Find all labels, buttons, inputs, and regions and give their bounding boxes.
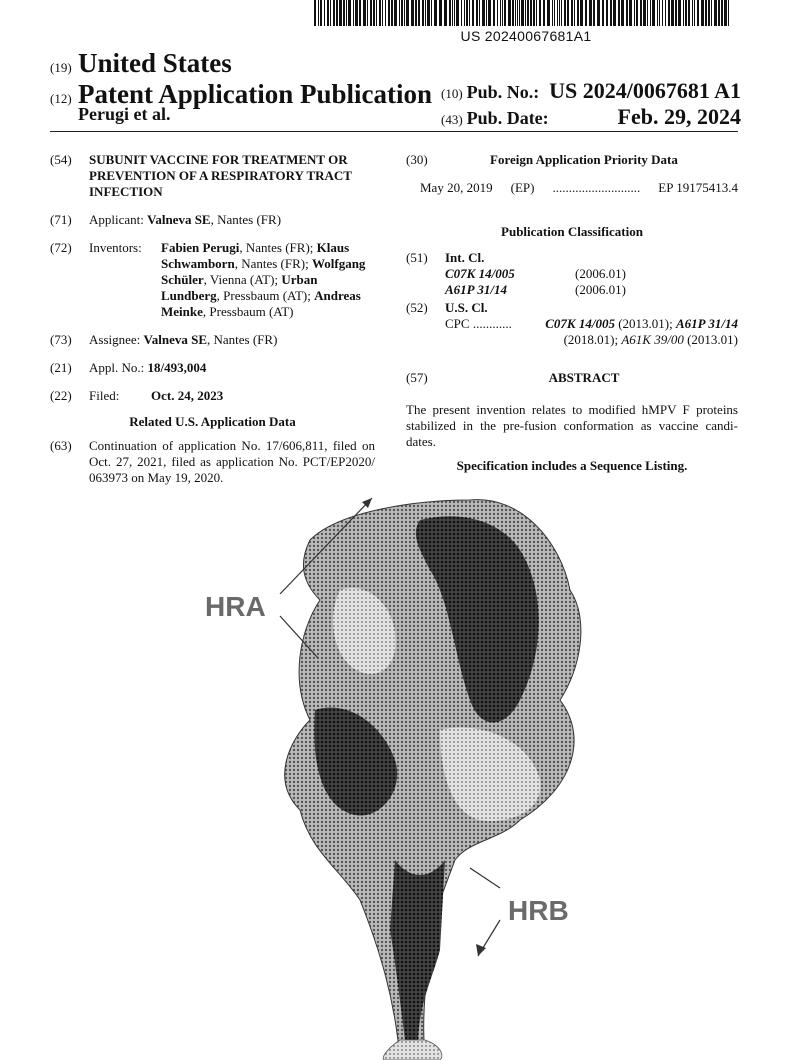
code-43: (43) (441, 112, 463, 127)
barcode-bar (714, 0, 717, 26)
inventor-location: , Nantes (FR); (239, 240, 317, 255)
left-column (50, 152, 375, 498)
barcode-bar (675, 0, 677, 26)
barcode-bar (394, 0, 397, 26)
barcode-bar (724, 0, 727, 26)
barcode-bar (401, 0, 403, 26)
barcode-bar (508, 0, 511, 26)
barcode-bar (469, 0, 470, 26)
barcode-bar (685, 0, 687, 26)
pub-no-line (441, 78, 741, 104)
barcode-bar (399, 0, 400, 26)
appl-no-label: Appl. No.: (89, 360, 145, 375)
inventor-location: , Pressbaum (AT); (216, 288, 315, 303)
barcode-bar (683, 0, 684, 26)
barcode-bar (613, 0, 616, 26)
inventor-name: Andreas Meinke (161, 288, 361, 319)
applicant-entry (50, 212, 375, 228)
barcode-bar (533, 0, 535, 26)
publication-number-barcode-text: US 20240067681A1 (460, 28, 592, 44)
assignee-location: , Nantes (FR) (207, 332, 278, 347)
int-cl-block (445, 250, 738, 298)
barcode-bar (497, 0, 498, 26)
barcode-bar (640, 0, 642, 26)
barcode-bar (456, 0, 459, 26)
inventor-name: Fabien Perugi (161, 240, 240, 255)
barcode-bar (697, 0, 699, 26)
header-divider (50, 131, 738, 132)
barcode-bar (404, 0, 405, 26)
foreign-priority-heading: Foreign Application Priority Data (490, 152, 678, 167)
abstract-text: The present invention relates to modified hMPV F proteins stabilized in the pre-fusion conformation as vaccine candi-dates. (406, 402, 738, 449)
inventors-label: Inventors: (89, 240, 142, 255)
int-cl-year: (2006.01) (575, 282, 626, 297)
barcode-bar (593, 0, 595, 26)
pub-date-label: Pub. Date: (466, 108, 549, 128)
inventor-name: Wolfgang Schüler (161, 256, 366, 287)
barcode-bar (330, 0, 331, 26)
barcode-bar (525, 0, 526, 26)
barcode-bar (606, 0, 608, 26)
sequence-listing-note: Specification includes a Sequence Listing. (456, 458, 688, 473)
int-cl-code: C07K 14/005 (445, 266, 515, 281)
barcode-bar (711, 0, 712, 26)
barcode-bar (708, 0, 710, 26)
barcode-bar (554, 0, 555, 26)
barcode-bar (370, 0, 372, 26)
barcode-bar (574, 0, 575, 26)
code-19: (19) (50, 60, 72, 75)
us-cl-entry (406, 300, 738, 348)
barcode-bar (376, 0, 377, 26)
int-cl-row (445, 282, 738, 298)
cpc-dots: ............ (472, 316, 512, 331)
barcode-bar (547, 0, 550, 26)
barcode-bar (346, 0, 347, 26)
barcode-bar (385, 0, 386, 26)
classification-heading: Publication Classification (501, 224, 643, 239)
barcode-bar (527, 0, 529, 26)
cpc-year: (2013.01); (614, 316, 676, 331)
cpc-label: CPC (445, 316, 470, 331)
inventor-location: , Nantes (FR); (234, 256, 312, 271)
barcode-bar (512, 0, 514, 26)
barcode-bar (418, 0, 420, 26)
barcode-bar (718, 0, 720, 26)
pub-no-label: Pub. No.: (466, 82, 540, 102)
barcode-bar (577, 0, 579, 26)
barcode-bar (539, 0, 541, 26)
barcode-bar (333, 0, 335, 26)
barcode-bar (415, 0, 417, 26)
code-21: (21) (50, 360, 72, 375)
cpc-year: (2018.01); (563, 332, 622, 347)
barcode-bar (452, 0, 453, 26)
barcode-bar (466, 0, 468, 26)
foreign-priority-heading-line (406, 152, 738, 168)
barcode-bar (688, 0, 690, 26)
barcode-bar (559, 0, 560, 26)
int-cl-label: Int. Cl. (445, 250, 485, 265)
barcode-bar (314, 0, 316, 26)
code-71: (71) (50, 212, 72, 227)
barcode-bar (694, 0, 695, 26)
barcode-bar (721, 0, 723, 26)
barcode-bar (629, 0, 632, 26)
code-52: (52) (406, 300, 428, 315)
protein-body (285, 500, 581, 1060)
barcode-bar (320, 0, 322, 26)
barcode-bar (324, 0, 325, 26)
code-10: (10) (441, 86, 463, 101)
hra-label: HRA (205, 591, 266, 622)
barcode-bar (517, 0, 518, 26)
code-73: (73) (50, 332, 72, 347)
filed-entry (50, 388, 375, 404)
appl-no-entry (50, 360, 375, 376)
int-cl-year: (2006.01) (575, 266, 626, 281)
barcode-bar (580, 0, 583, 26)
barcode-bar (659, 0, 660, 26)
code-51: (51) (406, 250, 428, 265)
country: United States (78, 48, 232, 78)
barcode-bar (634, 0, 635, 26)
barcode-bar (597, 0, 600, 26)
code-30: (30) (406, 152, 428, 167)
barcode-bar (618, 0, 620, 26)
barcode-bar (343, 0, 345, 26)
filed-label: Filed: (89, 388, 120, 403)
assignee-name: Valneva SE (143, 332, 207, 347)
barcode-bar (439, 0, 442, 26)
barcode-bar (650, 0, 651, 26)
barcode-bar (519, 0, 520, 26)
pub-date-line (441, 104, 741, 130)
priority-dots: ........................... (552, 180, 641, 195)
barcode-bar (602, 0, 604, 26)
barcode-bar (500, 0, 501, 26)
barcode-bar (701, 0, 704, 26)
barcode-bar (557, 0, 558, 26)
code-12: (12) (50, 91, 72, 106)
barcode-bar (472, 0, 474, 26)
cpc-line (445, 316, 738, 348)
cpc-code: C07K 14/005 (545, 316, 615, 331)
barcode-bar (678, 0, 681, 26)
appl-no-value: 18/493,004 (147, 360, 207, 375)
int-cl-code: A61P 31/14 (445, 282, 507, 297)
barcode-bar (567, 0, 569, 26)
barcode-bar (476, 0, 478, 26)
barcode-bar (373, 0, 375, 26)
code-22: (22) (50, 388, 72, 403)
hrb-label: HRB (508, 895, 569, 926)
cpc-code: A61P 31/14 (676, 316, 738, 331)
applicant-name: Valneva SE (147, 212, 211, 227)
applicant-label: Applicant: (89, 212, 144, 227)
barcode-bar (705, 0, 707, 26)
barcode-bar (692, 0, 693, 26)
header-right (441, 78, 741, 130)
barcode-bar (454, 0, 455, 26)
inventors-entry (50, 240, 375, 320)
abstract-heading: ABSTRACT (548, 370, 620, 385)
barcode-bar (425, 0, 426, 26)
barcode-bar (668, 0, 670, 26)
barcode-bar (449, 0, 451, 26)
barcode-bar (652, 0, 655, 26)
country-line (50, 48, 432, 79)
continuation-text: Continuation of application No. 17/606,811, filed on Oct. 27, 2021, filed as application No. PCT/EP2020/ 063973 on May 19, 2020. (89, 438, 375, 485)
cpc-code: A61K 39/00 (621, 332, 684, 347)
barcode-bar (482, 0, 485, 26)
us-cl-label: U.S. Cl. (445, 300, 488, 315)
barcode-bar (621, 0, 624, 26)
barcode-bar (464, 0, 465, 26)
barcode-bar (339, 0, 342, 26)
inventor-name: Klaus Schwamborn (161, 240, 350, 271)
barcode-bar (444, 0, 447, 26)
barcode-bar (391, 0, 393, 26)
first-inventor: Perugi et al. (78, 104, 171, 124)
barcode-bar (502, 0, 503, 26)
barcode-bar (486, 0, 487, 26)
barcode-bar (411, 0, 414, 26)
barcode-bar (422, 0, 424, 26)
continuation-entry (50, 438, 375, 486)
barcode-bar (610, 0, 612, 26)
barcode-bar (521, 0, 524, 26)
barcode-bar (434, 0, 437, 26)
barcode-bar (406, 0, 409, 26)
barcode-bar (585, 0, 587, 26)
title-entry (50, 152, 375, 200)
assignee-entry (50, 332, 375, 348)
barcode-bar (728, 0, 729, 26)
assignee-label: Assignee: (89, 332, 141, 347)
barcode-bar (561, 0, 562, 26)
invention-title: SUBUNIT VACCINE FOR TREATMENT OR PREVENTION OF A RESPIRATORY TRACT INFECTION (89, 152, 352, 199)
barcode-bar (461, 0, 462, 26)
barcode-bar (379, 0, 381, 26)
abstract-heading-line (406, 370, 738, 386)
barcode-bar (671, 0, 674, 26)
code-54: (54) (50, 152, 72, 167)
code-57: (57) (406, 370, 428, 385)
barcode-bar (530, 0, 532, 26)
right-column (406, 152, 738, 474)
barcode-bar (359, 0, 361, 26)
barcode-bar (665, 0, 666, 26)
barcode-bar (488, 0, 491, 26)
barcode-bar (571, 0, 573, 26)
barcode-bar (431, 0, 432, 26)
int-cl-entry (406, 250, 738, 298)
barcode-bar (327, 0, 329, 26)
related-data-heading: Related U.S. Application Data (129, 414, 296, 429)
inventors-list (161, 240, 375, 320)
protein-structure-figure (0, 480, 809, 1060)
barcode-bar (536, 0, 537, 26)
priority-country: (EP) (510, 180, 535, 195)
applicant-location: , Nantes (FR) (210, 212, 282, 227)
barcode-bar (589, 0, 592, 26)
barcode-bar (626, 0, 628, 26)
foreign-priority-row (420, 180, 738, 196)
filed-date: Oct. 24, 2023 (151, 388, 224, 403)
inventor-name: Urban Lundberg (161, 272, 318, 303)
barcode-bar (643, 0, 646, 26)
code-72: (72) (50, 240, 72, 255)
priority-date: May 20, 2019 (420, 180, 493, 195)
barcode-bar (515, 0, 516, 26)
barcode-bar (336, 0, 338, 26)
int-cl-row (445, 266, 738, 282)
barcode-bar (493, 0, 495, 26)
barcode-bar (382, 0, 383, 26)
barcode-bar (662, 0, 663, 26)
code-63: (63) (50, 438, 72, 453)
barcode-bar (636, 0, 638, 26)
barcode-bar (348, 0, 351, 26)
inventor-location: , Vienna (AT); (203, 272, 282, 287)
barcode-bar (479, 0, 480, 26)
barcode-bar (552, 0, 553, 26)
barcode-bar (353, 0, 354, 26)
priority-number: EP 19175413.4 (658, 180, 738, 195)
barcode-bar (363, 0, 366, 26)
barcode-bar (427, 0, 430, 26)
barcode (314, 0, 736, 26)
doc-type: Patent Application Publication (78, 79, 433, 109)
barcode-bar (564, 0, 566, 26)
barcode-bar (388, 0, 390, 26)
header-left (50, 48, 432, 110)
barcode-bar (355, 0, 358, 26)
barcode-bar (647, 0, 648, 26)
barcode-bar (504, 0, 506, 26)
us-cl-block (445, 300, 738, 348)
inventor-location: , Pressbaum (AT) (202, 304, 294, 319)
cpc-year: (2013.01) (683, 332, 738, 347)
pub-no: US 2024/0067681 A1 (549, 78, 741, 103)
hrb-label-group (470, 868, 569, 956)
barcode-bar (318, 0, 319, 26)
barcode-bar (543, 0, 545, 26)
barcode-bar (657, 0, 658, 26)
pub-date: Feb. 29, 2024 (617, 104, 741, 129)
barcode-bar (367, 0, 368, 26)
